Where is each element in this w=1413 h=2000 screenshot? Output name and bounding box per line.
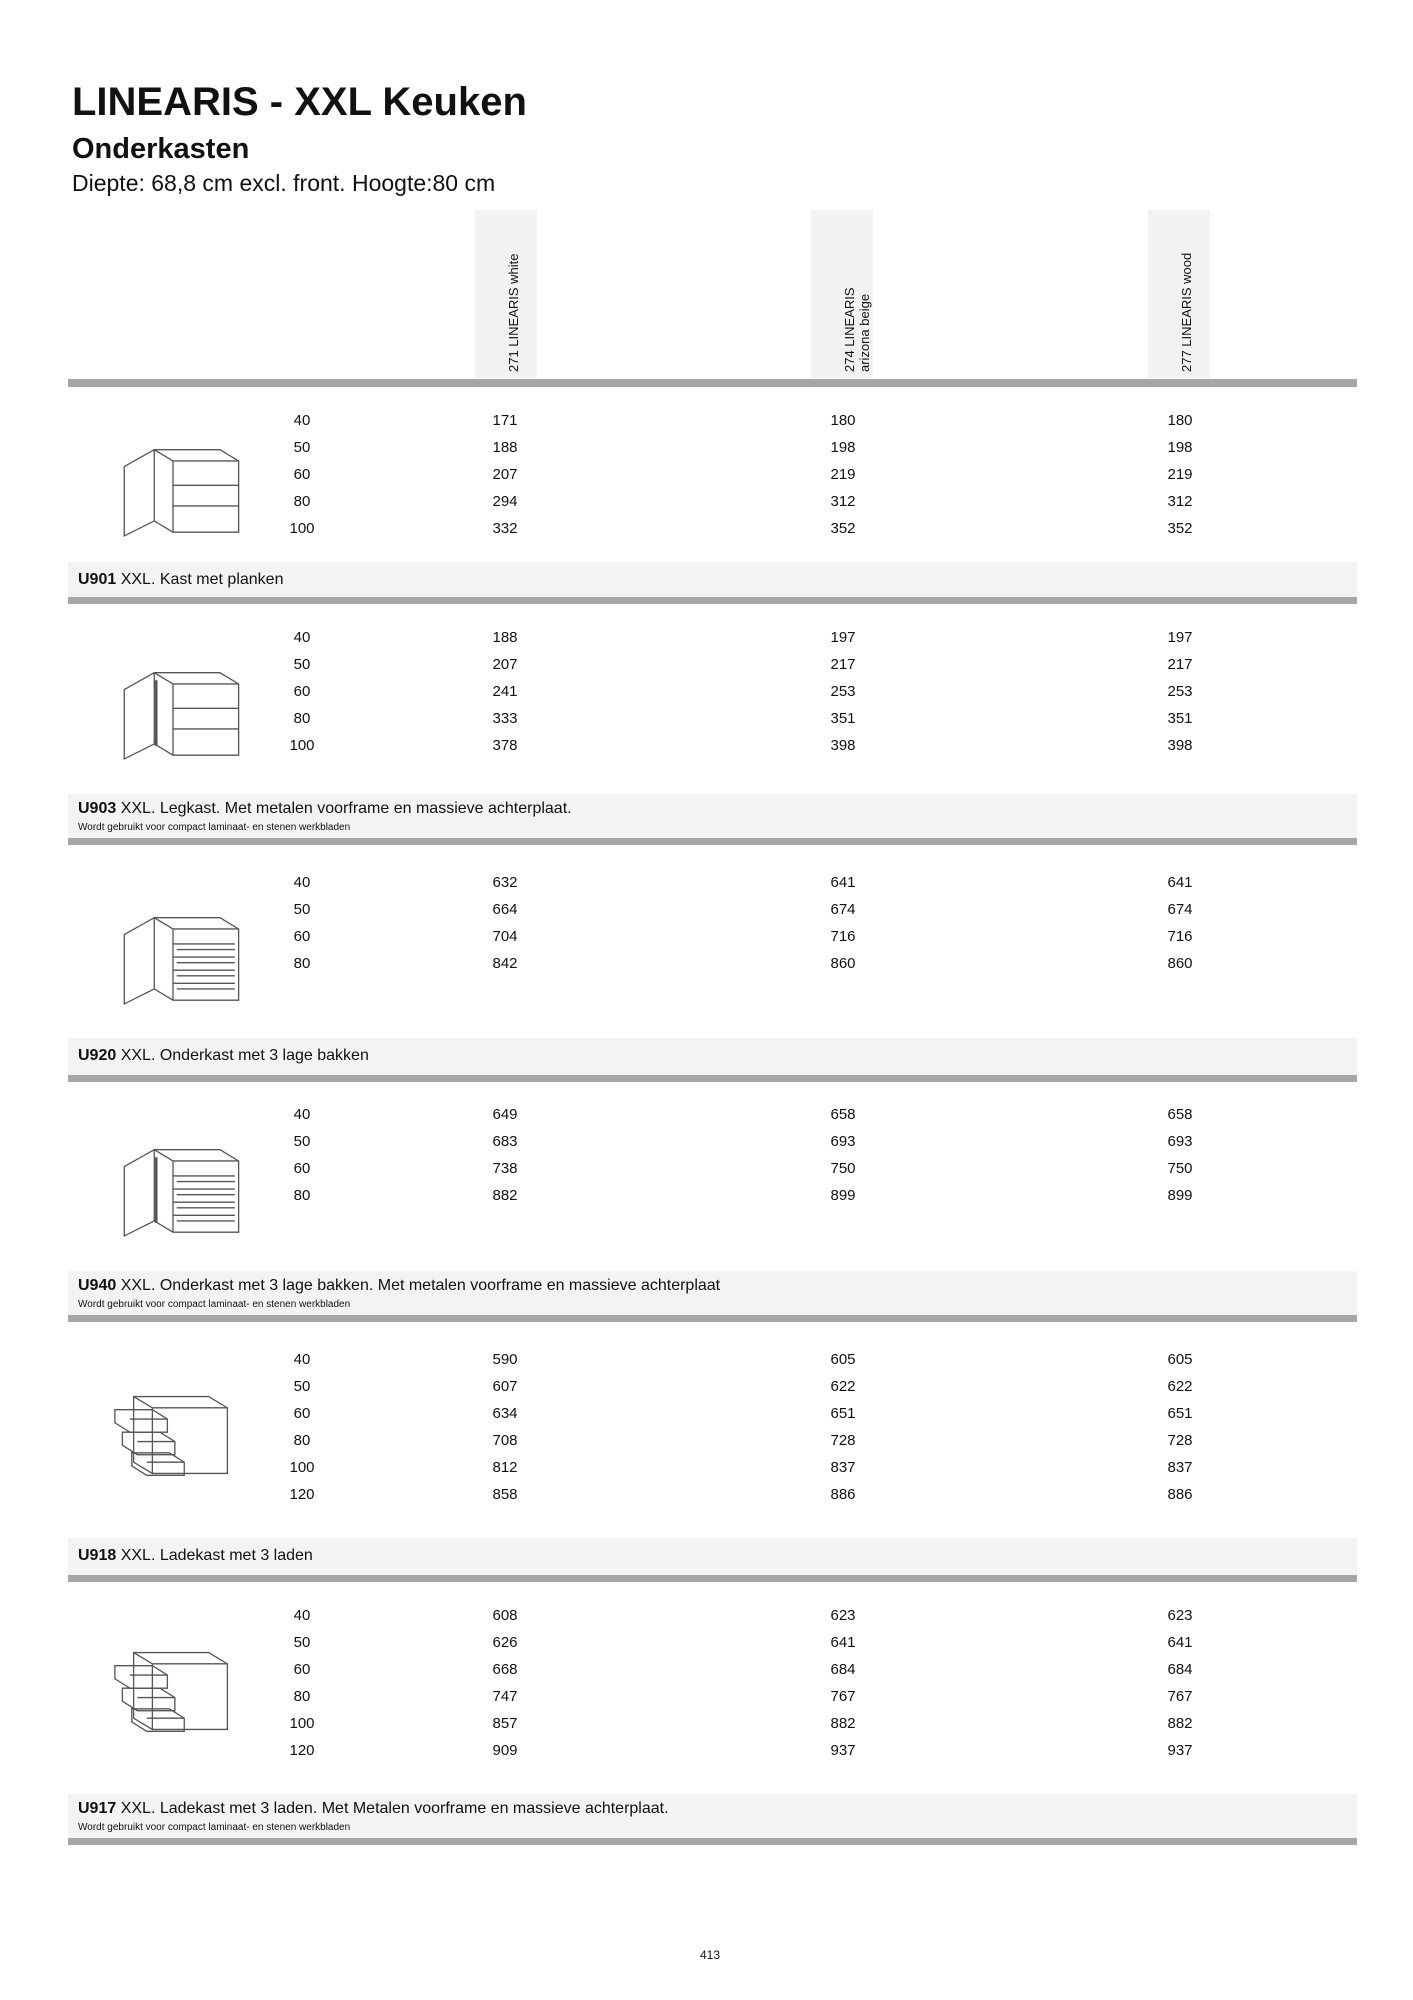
- width-cell: 40: [293, 412, 311, 429]
- price-row: [68, 1373, 1357, 1400]
- width-cell: 80: [293, 1688, 311, 1705]
- width-cell: 100: [289, 737, 315, 754]
- price-arizona-beige-cell: 622: [830, 1378, 856, 1395]
- price-row: [68, 1128, 1357, 1155]
- price-wood-cell: 899: [1167, 1187, 1193, 1204]
- price-wood-cell: 312: [1167, 493, 1193, 510]
- price-arizona-beige-cell: 197: [830, 629, 856, 646]
- product-description: XXL. Onderkast met 3 lage bakken: [120, 1047, 369, 1064]
- price-row: [68, 923, 1357, 950]
- price-white-cell: 857: [492, 1715, 518, 1732]
- width-cell: 100: [289, 1459, 315, 1476]
- price-wood-cell: 351: [1167, 710, 1193, 727]
- price-white-cell: 812: [492, 1459, 518, 1476]
- price-arizona-beige-cell: 641: [830, 1634, 856, 1651]
- width-cell: 100: [289, 520, 315, 537]
- price-arizona-beige-cell: 716: [830, 928, 856, 945]
- width-cell: 60: [293, 1405, 311, 1422]
- product-section: [68, 1582, 1357, 1845]
- price-white-cell: 909: [492, 1742, 518, 1759]
- price-white-cell: 626: [492, 1634, 518, 1651]
- width-cell: 50: [293, 1378, 311, 1395]
- width-cell: 50: [293, 901, 311, 918]
- price-white-cell: 378: [492, 737, 518, 754]
- width-cell: 60: [293, 1661, 311, 1678]
- price-arizona-beige-cell: 728: [830, 1432, 856, 1449]
- section-divider: [68, 597, 1357, 604]
- price-white-cell: 882: [492, 1187, 518, 1204]
- price-row: [68, 1683, 1357, 1710]
- price-row: [68, 651, 1357, 678]
- price-wood-cell: 693: [1167, 1133, 1193, 1150]
- price-wood-cell: 217: [1167, 656, 1193, 673]
- price-row: [68, 896, 1357, 923]
- section-divider: [68, 1838, 1357, 1845]
- width-cell: 40: [293, 874, 311, 891]
- price-arizona-beige-cell: 674: [830, 901, 856, 918]
- width-cell: 80: [293, 493, 311, 510]
- price-white-cell: 294: [492, 493, 518, 510]
- column-header-label: 271 LINEARIS white: [506, 253, 521, 372]
- price-row: [68, 1629, 1357, 1656]
- product-caption: [68, 794, 1357, 838]
- price-row: [68, 1155, 1357, 1182]
- product-section: [68, 1081, 1357, 1322]
- price-row: [68, 1656, 1357, 1683]
- price-arizona-beige-cell: 180: [830, 412, 856, 429]
- width-cell: 60: [293, 683, 311, 700]
- price-white-cell: 649: [492, 1106, 518, 1123]
- price-wood-cell: 716: [1167, 928, 1193, 945]
- price-row: [68, 434, 1357, 461]
- price-arizona-beige-cell: 886: [830, 1486, 856, 1503]
- price-wood-cell: 623: [1167, 1607, 1193, 1624]
- price-row: [68, 488, 1357, 515]
- price-white-cell: 241: [492, 683, 518, 700]
- price-white-cell: 683: [492, 1133, 518, 1150]
- price-wood-cell: 750: [1167, 1160, 1193, 1177]
- price-arizona-beige-cell: 605: [830, 1351, 856, 1368]
- width-cell: 80: [293, 1432, 311, 1449]
- product-note: Wordt gebruikt voor compact laminaat- en stenen werkbladen: [78, 822, 351, 833]
- product-section: [68, 387, 1357, 604]
- width-cell: 40: [293, 1351, 311, 1368]
- product-code: U920: [78, 1047, 117, 1064]
- product-description: XXL. Ladekast met 3 laden: [120, 1547, 313, 1564]
- page-number: 413: [699, 1948, 721, 1962]
- product-note: Wordt gebruikt voor compact laminaat- en stenen werkbladen: [78, 1299, 351, 1310]
- price-row: [68, 950, 1357, 977]
- price-wood-cell: 882: [1167, 1715, 1193, 1732]
- column-header-wood: [1148, 210, 1210, 378]
- price-row: [68, 1346, 1357, 1373]
- price-arizona-beige-cell: 219: [830, 466, 856, 483]
- price-row: [68, 461, 1357, 488]
- price-wood-cell: 180: [1167, 412, 1193, 429]
- price-white-cell: 708: [492, 1432, 518, 1449]
- product-code: U903: [78, 800, 117, 817]
- price-white-cell: 738: [492, 1160, 518, 1177]
- price-wood-cell: 605: [1167, 1351, 1193, 1368]
- product-code: U918: [78, 1547, 117, 1564]
- price-white-cell: 332: [492, 520, 518, 537]
- price-arizona-beige-cell: 684: [830, 1661, 856, 1678]
- price-wood-cell: 886: [1167, 1486, 1193, 1503]
- product-description: XXL. Kast met planken: [120, 571, 284, 588]
- width-cell: 120: [289, 1742, 315, 1759]
- price-wood-cell: 837: [1167, 1459, 1193, 1476]
- price-row: [68, 705, 1357, 732]
- price-wood-cell: 937: [1167, 1742, 1193, 1759]
- width-cell: 40: [293, 1106, 311, 1123]
- price-arizona-beige-cell: 899: [830, 1187, 856, 1204]
- price-arizona-beige-cell: 641: [830, 874, 856, 891]
- price-row: [68, 1400, 1357, 1427]
- price-arizona-beige-cell: 837: [830, 1459, 856, 1476]
- price-arizona-beige-cell: 750: [830, 1160, 856, 1177]
- product-caption: [68, 562, 1357, 597]
- product-code: U940: [78, 1277, 117, 1294]
- price-wood-cell: 198: [1167, 439, 1193, 456]
- price-row: [68, 1737, 1357, 1764]
- section-divider: [68, 838, 1357, 845]
- price-white-cell: 590: [492, 1351, 518, 1368]
- width-cell: 100: [289, 1715, 315, 1732]
- page-subtitle: Onderkasten: [72, 133, 250, 165]
- product-description: XXL. Onderkast met 3 lage bakken. Met metalen voorframe en massieve achterplaat: [120, 1277, 721, 1294]
- product-description: XXL. Ladekast met 3 laden. Met Metalen voorframe en massieve achterplaat.: [120, 1800, 669, 1817]
- column-header-white: [475, 210, 537, 378]
- width-cell: 40: [293, 629, 311, 646]
- width-cell: 50: [293, 439, 311, 456]
- price-wood-cell: 219: [1167, 466, 1193, 483]
- price-white-cell: 207: [492, 656, 518, 673]
- price-white-cell: 668: [492, 1661, 518, 1678]
- price-row: [68, 624, 1357, 651]
- product-code: U917: [78, 1800, 117, 1817]
- page-title: LINEARIS - XXL Keuken: [72, 80, 527, 124]
- price-row: [68, 407, 1357, 434]
- price-arizona-beige-cell: 351: [830, 710, 856, 727]
- price-row: [68, 515, 1357, 542]
- price-wood-cell: 197: [1167, 629, 1193, 646]
- product-section: [68, 604, 1357, 845]
- product-code: U901: [78, 571, 117, 588]
- price-white-cell: 747: [492, 1688, 518, 1705]
- price-row: [68, 1481, 1357, 1508]
- price-row: [68, 1454, 1357, 1481]
- width-cell: 50: [293, 656, 311, 673]
- price-arizona-beige-cell: 651: [830, 1405, 856, 1422]
- price-wood-cell: 641: [1167, 1634, 1193, 1651]
- price-white-cell: 634: [492, 1405, 518, 1422]
- product-note: Wordt gebruikt voor compact laminaat- en stenen werkbladen: [78, 1822, 351, 1833]
- price-wood-cell: 658: [1167, 1106, 1193, 1123]
- product-section: [68, 849, 1357, 1082]
- product-caption: [68, 1038, 1357, 1075]
- price-wood-cell: 651: [1167, 1405, 1193, 1422]
- price-arizona-beige-cell: 937: [830, 1742, 856, 1759]
- price-arizona-beige-cell: 658: [830, 1106, 856, 1123]
- price-white-cell: 858: [492, 1486, 518, 1503]
- column-header-label: 274 LINEARIS: [842, 287, 857, 372]
- product-caption: [68, 1271, 1357, 1315]
- price-white-cell: 188: [492, 629, 518, 646]
- price-arizona-beige-cell: 398: [830, 737, 856, 754]
- price-wood-cell: 622: [1167, 1378, 1193, 1395]
- price-wood-cell: 767: [1167, 1688, 1193, 1705]
- price-wood-cell: 352: [1167, 520, 1193, 537]
- width-cell: 60: [293, 928, 311, 945]
- price-arizona-beige-cell: 860: [830, 955, 856, 972]
- price-white-cell: 664: [492, 901, 518, 918]
- price-row: [68, 869, 1357, 896]
- width-cell: 80: [293, 1187, 311, 1204]
- price-white-cell: 188: [492, 439, 518, 456]
- price-white-cell: 842: [492, 955, 518, 972]
- price-arizona-beige-cell: 882: [830, 1715, 856, 1732]
- price-white-cell: 207: [492, 466, 518, 483]
- price-row: [68, 678, 1357, 705]
- column-header-label: 277 LINEARIS wood: [1179, 252, 1194, 372]
- price-wood-cell: 398: [1167, 737, 1193, 754]
- price-arizona-beige-cell: 623: [830, 1607, 856, 1624]
- price-row: [68, 1710, 1357, 1737]
- price-arizona-beige-cell: 253: [830, 683, 856, 700]
- price-wood-cell: 253: [1167, 683, 1193, 700]
- price-white-cell: 171: [492, 412, 518, 429]
- price-arizona-beige-cell: 198: [830, 439, 856, 456]
- price-row: [68, 732, 1357, 759]
- column-header-label-line2: arizona beige: [857, 293, 872, 372]
- section-divider: [68, 1575, 1357, 1582]
- price-white-cell: 607: [492, 1378, 518, 1395]
- width-cell: 40: [293, 1607, 311, 1624]
- width-cell: 80: [293, 955, 311, 972]
- width-cell: 50: [293, 1634, 311, 1651]
- price-white-cell: 632: [492, 874, 518, 891]
- price-wood-cell: 641: [1167, 874, 1193, 891]
- product-section: [68, 1326, 1357, 1582]
- width-cell: 60: [293, 466, 311, 483]
- product-caption: [68, 1794, 1357, 1838]
- price-white-cell: 704: [492, 928, 518, 945]
- price-row: [68, 1427, 1357, 1454]
- price-white-cell: 608: [492, 1607, 518, 1624]
- price-wood-cell: 684: [1167, 1661, 1193, 1678]
- price-arizona-beige-cell: 352: [830, 520, 856, 537]
- product-description: XXL. Legkast. Met metalen voorframe en massieve achterplaat.: [120, 800, 572, 817]
- price-row: [68, 1182, 1357, 1209]
- price-wood-cell: 674: [1167, 901, 1193, 918]
- price-white-cell: 333: [492, 710, 518, 727]
- price-arizona-beige-cell: 217: [830, 656, 856, 673]
- price-arizona-beige-cell: 693: [830, 1133, 856, 1150]
- column-header-arizona-beige: [811, 210, 873, 378]
- width-cell: 80: [293, 710, 311, 727]
- section-divider: [68, 1315, 1357, 1322]
- price-arizona-beige-cell: 767: [830, 1688, 856, 1705]
- width-cell: 50: [293, 1133, 311, 1150]
- width-cell: 120: [289, 1486, 315, 1503]
- width-cell: 60: [293, 1160, 311, 1177]
- price-arizona-beige-cell: 312: [830, 493, 856, 510]
- price-row: [68, 1101, 1357, 1128]
- price-row: [68, 1602, 1357, 1629]
- price-wood-cell: 728: [1167, 1432, 1193, 1449]
- header-divider: [68, 379, 1357, 387]
- product-caption: [68, 1538, 1357, 1575]
- price-wood-cell: 860: [1167, 955, 1193, 972]
- dimension-spec: Diepte: 68,8 cm excl. front. Hoogte:80 cm: [72, 170, 496, 196]
